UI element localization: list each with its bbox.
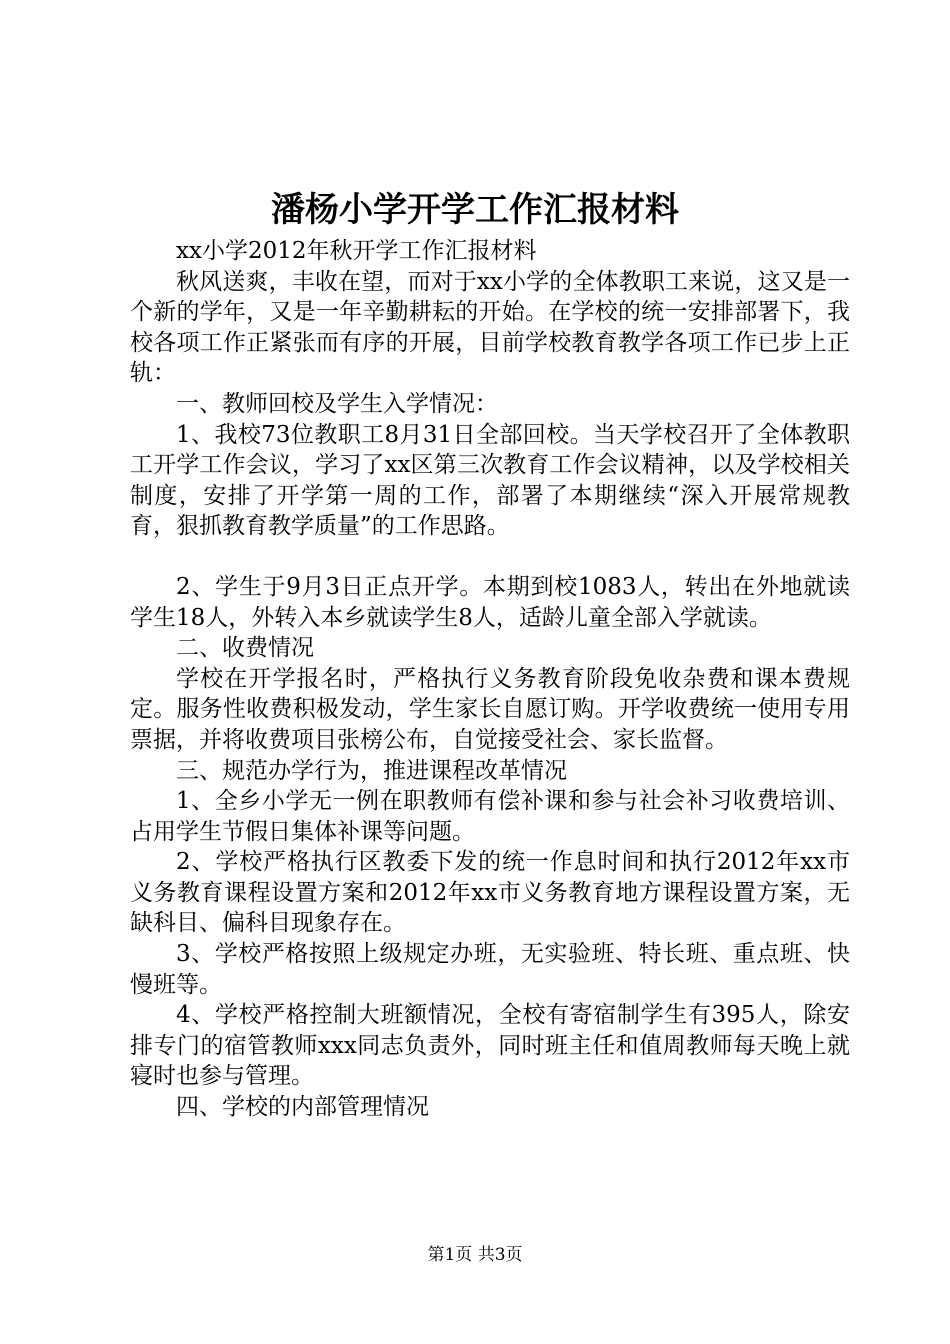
- paragraph-intro: 秋风送爽，丰收在望，而对于xx小学的全体教职工来说，这又是一个新的学年，又是一年辛勤耕耘的开始。在学校的统一安排部署下，我校各项工作正紧张而有序的开展，目前学校教育教学各项工作已步上正轨：: [130, 268, 850, 387]
- section-heading-1: 一、教师回校及学生入学情况：: [176, 390, 498, 417]
- paragraph-teachers-return: 1、我校73位教职工8月31日全部回校。当天学校召开了全体教职工开学工作会议，学习了xx区第三次教育工作会议精神，以及学校相关制度，安排了开学第一周的工作，部署了本期继续“深入开展常规教育，狠抓教育教学质量”的工作思路。: [130, 421, 850, 540]
- paragraph-no-paid-tutoring: 1、全乡小学无一例在职教师有偿补课和参与社会补习收费培训、占用学生节假日集体补课等问题。: [130, 788, 850, 845]
- document-title: 潘杨小学开学工作汇报材料: [271, 190, 679, 230]
- paragraph-class-grouping: 3、学校严格按照上级规定办班，无实验班、特长班、重点班、快慢班等。: [130, 941, 850, 998]
- paragraph-curriculum: 2、学校严格执行区教委下发的统一作息时间和执行2012年xx市义务教育课程设置方案和2012年xx市义务教育地方课程设置方案，无缺科目、偏科目现象存在。: [130, 849, 850, 937]
- paragraph-subtitle: xx小学2012年秋开学工作汇报材料: [176, 238, 537, 264]
- document-body: [130, 236, 850, 1123]
- paragraph-class-size: 4、学校严格控制大班额情况，全校有寄宿制学生有395人，除安排专门的宿管教师xxx同志负责外，同时班主任和值周教师每天晚上就寝时也参与管理。: [130, 1002, 850, 1090]
- paragraph-student-enrollment: 2、学生于9月3日正点开学。本期到校1083人，转出在外地就读学生18人，外转入本乡就读学生8人，适龄儿童全部入学就读。: [130, 573, 850, 631]
- paragraph-fees: 学校在开学报名时，严格执行义务教育阶段免收杂费和课本费规定。服务性收费积极发动，学生家长自愿订购。开学收费统一使用专用票据，并将收费项目张榜公布，自觉接受社会、家长监督。: [130, 665, 850, 753]
- section-heading-4: 四、学校的内部管理情况: [176, 1094, 429, 1121]
- page-indicator: 第1页 共3页: [427, 1245, 523, 1265]
- section-heading-3: 三、规范办学行为，推进课程改革情况: [176, 757, 567, 784]
- section-heading-2: 二、收费情况: [176, 635, 314, 662]
